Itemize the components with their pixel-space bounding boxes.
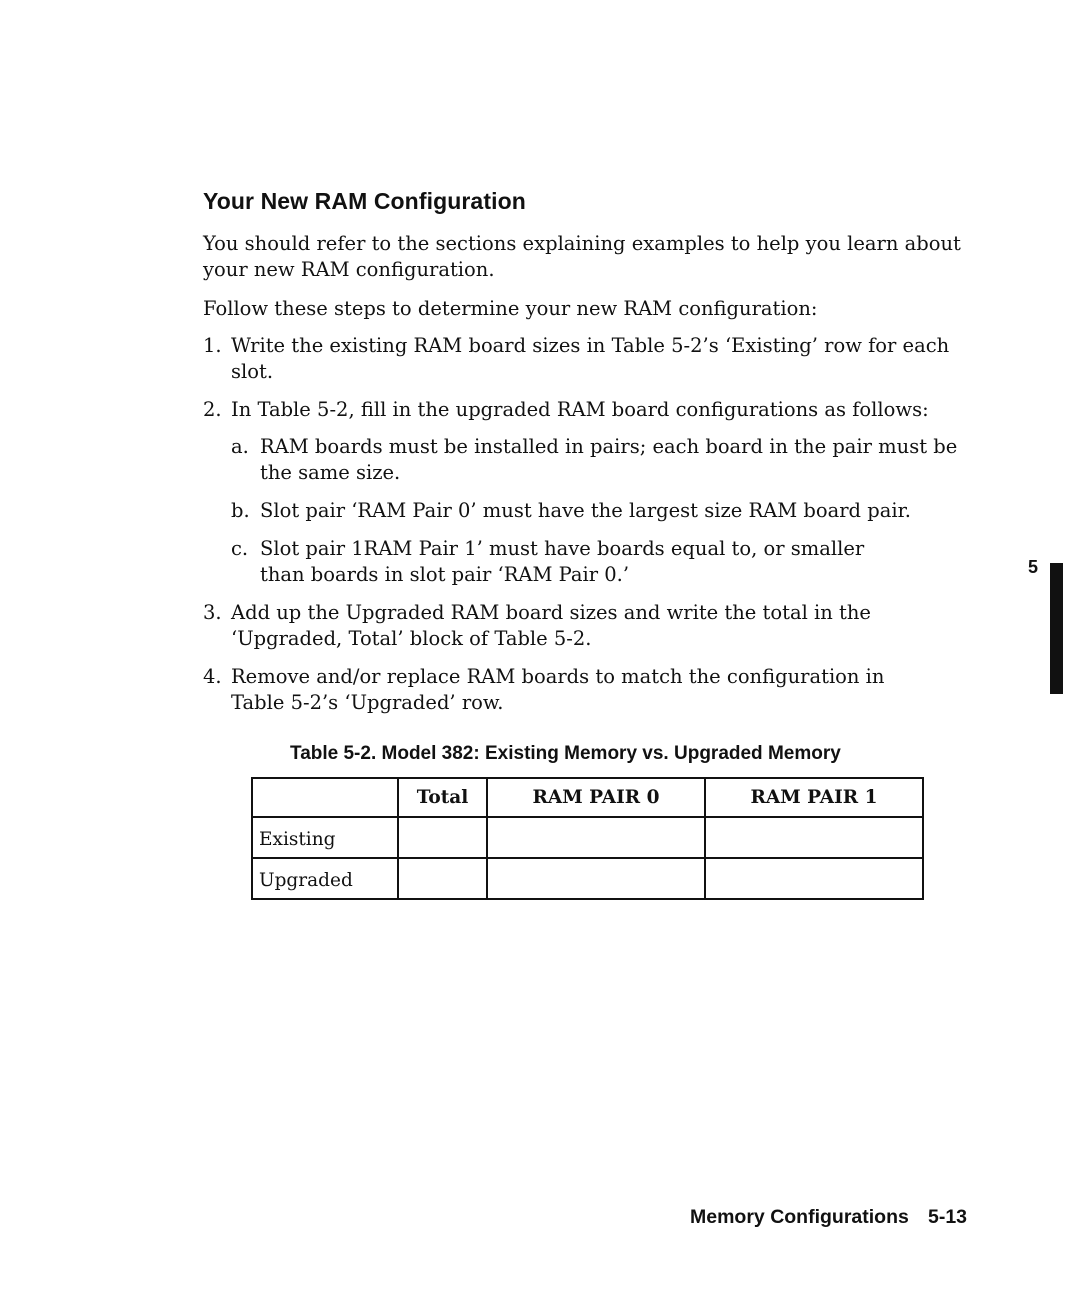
row-label-existing: Existing <box>252 817 398 858</box>
list-item-number: 2. <box>203 398 222 421</box>
lead-paragraph: Follow these steps to determine your new RAM configuration: <box>203 297 818 320</box>
footer-title: Memory Configurations <box>690 1206 909 1228</box>
upgraded-total-cell <box>398 858 487 899</box>
list-item-text: Write the existing RAM board sizes in Table 5-2’s ‘Existing’ row for each slot. <box>231 334 950 383</box>
sub-list-item <box>231 498 961 524</box>
existing-ram-pair-1-cell <box>705 817 923 858</box>
chapter-tab-bar <box>1050 563 1063 694</box>
list-item-text: In Table 5-2, fill in the upgraded RAM board configurations as follows: <box>231 398 929 421</box>
list-item <box>203 600 903 652</box>
table-header-cell: RAM PAIR 0 <box>487 778 705 817</box>
sub-list-item-letter: a. <box>231 435 249 458</box>
existing-total-cell <box>398 817 487 858</box>
table-caption: Table 5-2. Model 382: Existing Memory vs. Upgraded Memory <box>290 743 841 764</box>
table-row <box>252 817 923 858</box>
list-item <box>203 333 963 385</box>
memory-table <box>251 777 924 900</box>
list-item-number: 3. <box>203 601 222 624</box>
sub-list-item-letter: b. <box>231 499 250 522</box>
table-header-row <box>252 778 923 817</box>
list-item-number: 4. <box>203 665 222 688</box>
sub-list-item-text: Slot pair 1RAM Pair 1’ must have boards equal to, or smaller than boards in slot pair ‘RAM Pair 0.’ <box>260 537 865 586</box>
sub-list-item <box>231 536 911 588</box>
sub-list-item-letter: c. <box>231 537 249 560</box>
chapter-tab-number: 5 <box>1028 557 1039 577</box>
table-header-cell <box>252 778 398 817</box>
table-row <box>252 858 923 899</box>
list-item-text: Add up the Upgraded RAM board sizes and write the total in the ‘Upgraded, Total’ block of Table 5-2. <box>231 601 871 650</box>
row-label-upgraded: Upgraded <box>252 858 398 899</box>
table-header-cell: RAM PAIR 1 <box>705 778 923 817</box>
table-header-cell: Total <box>398 778 487 817</box>
sub-list-item-text: Slot pair ‘RAM Pair 0’ must have the largest size RAM board pair. <box>260 499 911 522</box>
list-item-text: Remove and/or replace RAM boards to match the configuration in Table 5-2’s ‘Upgraded’ row. <box>231 665 885 714</box>
intro-paragraph: You should refer to the sections explaining examples to help you learn about your new RAM configuration. <box>203 232 961 281</box>
section-heading: Your New RAM Configuration <box>203 188 526 214</box>
page-number: 5-13 <box>928 1206 968 1228</box>
sub-list-item <box>231 434 961 486</box>
upgraded-ram-pair-0-cell <box>487 858 705 899</box>
sub-list-item-text: RAM boards must be installed in pairs; each board in the pair must be the same size. <box>260 435 958 484</box>
existing-ram-pair-0-cell <box>487 817 705 858</box>
upgraded-ram-pair-1-cell <box>705 858 923 899</box>
list-item <box>203 397 963 423</box>
list-item-number: 1. <box>203 334 222 357</box>
list-item <box>203 664 903 716</box>
